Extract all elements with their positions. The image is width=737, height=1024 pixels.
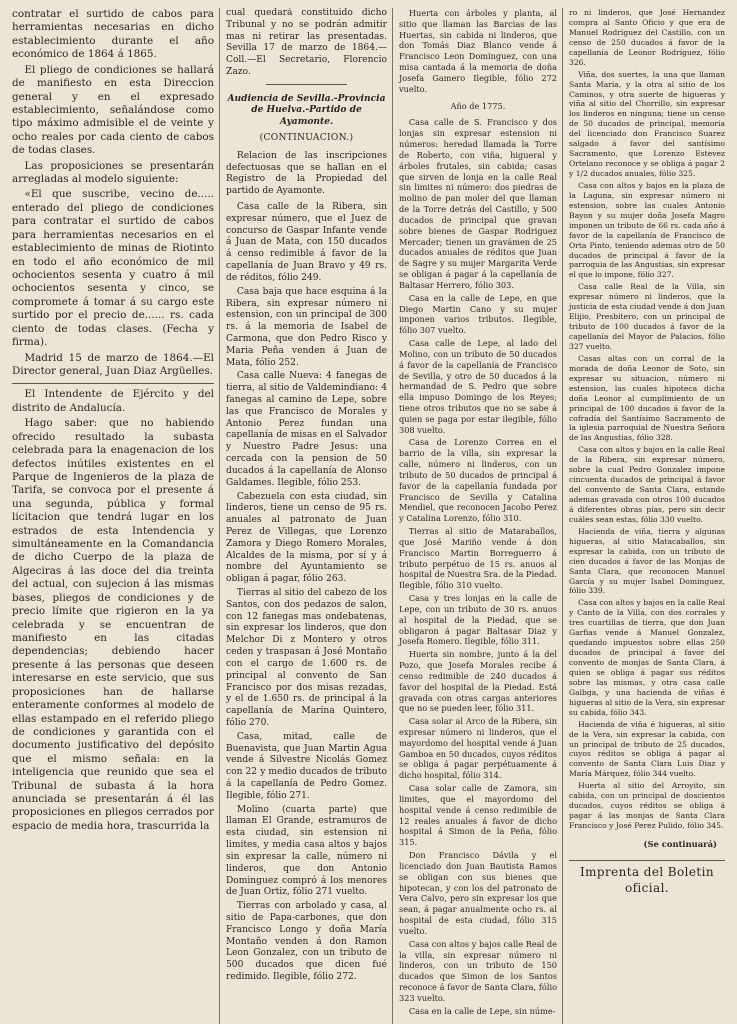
entry: Casa con altos y bajos en la calle Real de la Ribera, sin expresar número, sobre la cual Pedro Gonzalez impone cincuenta ducados de principal á favor del convento de Santa Clara, estando ademas gravada con otros 100 ducados á diferentes obras pías, pero sin decir cuáles sean estas, fólio 330 vuelto.	[569, 445, 725, 524]
col1-block-a	[12, 8, 214, 378]
section-divider	[266, 84, 347, 85]
entry: Casa de Lorenzo Correa en el barrio de la villa, sin expresar la calle, número ni linderos, con un tributo de 50 ducados de principal á favor de la capellanía fundada por Francisco de Sevilla y Catalina Mendiel, que reconocen Jacobo Perez y Catalina Lorenzo, fólio 310.	[399, 437, 557, 524]
entry: Casa, mitad, calle de Buenavista, que Juan Martin Agua vende á Silvestre Nicolás Gomez con 22 y medio ducados de tributo á la capellanía de Pedro Gomez. Ilegible, fólio 271.	[226, 731, 387, 801]
entry: Casa calle Nueva: 4 fanegas de tierra, al sitio de Valdemindiano: 4 fanegas al camino de Lepe, sobre las que Francisco de Morales y Antonio Perez fundan una capellanía de misas en el Salvador y Nuestro Padre Jesus: una cercada con la pension de 50 ducados á la capellanía de Alonso Galdames. Ilegible, fólio 253.	[226, 371, 387, 488]
column-4	[563, 8, 731, 1024]
entry: Casas altas con un corral de la morada de doña Leonor de Soto, sin expresar su situacion, número ni estension, las cuales hipoteca dicha doña Leonor al cumplimiento de un principal de 100 ducados á favor de la cofradía del Santísimo Sacramento de la iglesia parroquial de Nuestra Señora de las Angustias, fólio 328.	[569, 353, 725, 443]
imprint-divider	[569, 860, 725, 861]
entry: Casa calle de S. Francisco y dos lonjas sin expresar estension ni números: heredad llamada la Torre de Roberto, con viña, higueral y árboles frutales, sin cabida; casas que sirven de lonja en la calle Real sin limites ni número: dos piedras de molino de pan moler del que llaman de la Torre detrás del Castillo, y 500 ducados de principal que gravan sobre bienes de Gaspar Rodriguez Mercader; tienen un gravámen de 25 ducados anuales de réditos que Juan de Sagre y su mujer Margarita Verde se obligan á pagar á la capellanía de Baltasar Herrero, fólio 303.	[399, 117, 557, 290]
paragraph: cual quedará constituido dicho Tribunal y no se podrán admitir mas ni retirar las presentadas. Sevilla 17 de marzo de 1864.—Coll.—El Secretario, Florencio Zazo.	[226, 8, 387, 78]
entry: Tierras con arbolado y casa, al sitio de Papa-carbones, que don Francisco Longo y doña María Montaño venden á don Ramon Leon Gonzalez, con un tributo de 500 ducados que dicen fué redimido. Ilegible, fólio 272.	[226, 901, 387, 983]
entry: Molino (cuarta parte) que llaman El Grande, estramuros de esta ciudad, sin estension ni limites, y media casa altos y bajos sin expresar la calle, número ni linderos, que don Antonio Dominguez compró á los menores de Juan Ortiz, fólio 271 vuelto.	[226, 804, 387, 898]
entry: Casa baja que hace esquina á la Ribera, sin expresar número ni estension, con un principal de 300 rs. á la memoria de Isabel de Carmona, que don Pedro Risco y Maria Peña venden á Juan de Mata, fólio 252.	[226, 286, 387, 368]
entry: Tierras al sitio de Mataraballos, que José Mariño vende á don Francisco Martin Borreguerro á tributo perpétuo de 15 rs. anuos al hospital de Nuestra Sra. de la Piedad. Ilegible, fólio 310 vuelto.	[399, 526, 557, 591]
entry: Casa y tres lonjas en la calle de Lepe, con un tributo de 30 rs. anuos al hospital de la Piedad, que se obligaron á pagar Baltasar Diaz y Josefa Romero. Ilegible, fólio 311.	[399, 593, 557, 647]
paragraph: Hago saber: que no habiendo ofrecido resultado la subasta celebrada para la enagenacion de los defectos inútiles existentes en el Parque de Ingenieros de la plaza de Tarifa, se convoca por el presente á una segunda, pública y formal licitacion que tendrá lugar en los estrados de esta Intendencia y simultáneamente en la Comandancia de dicho Cuerpo de la plaza de Algeciras á las doce del dia treinta del actual, con sujecion á las mismas bases, pliegos de condiciones y de precio límite que rigieron en la ya celebrada y se encuentran de manifiesto en las citadas dependencias; debiendo hacer presente á las personas que deseen interesarse en este servicio, que sus proposiciones han de hallarse enteramente conformes al modelo de ellas estampado en el referido pliego de condiciones y garantida con el documento justificativo del depósito que el mismo señala: en la inteligencia que reunido que sea el Tribunal de subasta á la hora anunciada se presentarán á él las proposiciones en pliegos cerrados por espacio de media hora, trascurrida la	[12, 417, 214, 832]
section-divider	[12, 383, 214, 384]
continuation-label: (CONTINUACION.)	[259, 132, 354, 143]
entry: Hacienda de viña é higueras, al sitio de la Vera, sin expresar la cabida, con un principal de tributo de 25 ducados, cuyos réditos se obliga á pagar al convento de Santa Clara Luis Diaz y María Márquez, fólio 344 vuelto.	[569, 719, 725, 779]
entry: Cabezuela con esta ciudad, sin linderos, tiene un censo de 95 rs. anuales al patronato de Juan Perez de Villegas, que Lorenzo Zamora y Diego Romero Morales, Alcaldes de la misma, por sí y á nombre del Ayuntamiento se obligan á pagar, fólio 263.	[226, 491, 387, 585]
entry: Huerta al sitio del Arroyito, sin cabida, con un principal de doscientos ducados, cuyos réditos se obliga á pagar á las monjas de Santa Clara Francisco y José Perez Pulido, fólio 345.	[569, 781, 725, 830]
entry: Hacienda de viña, tierra y algunas higueras, al sitio Matacaballos, sin expresar la cabida, con un tributo de cien ducados á favor de las Monjas de Santa Clara, que reconocen Manuel García y su mujer Isabel Dominguez, fólio 339.	[569, 526, 725, 596]
column-2	[220, 8, 393, 1024]
paragraph: Las proposiciones se presentarán arregladas al modelo siguiente:	[12, 159, 214, 186]
entry: Casa calle Real de la Villa, sin expresar número ni linderos, que la justicia de esta ciudad vende á don Juan Elijio, Presbítero, con un principal de tributo de 100 ducados á favor de la capellanía del Mayor de Palacios, fólio 327 vuelto.	[569, 282, 725, 351]
continuation-note: (Se continuará)	[643, 838, 717, 849]
entry: Casa con altos y bajos calle Real de la villa, sin expresar número ni linderos, con un tributo de 150 ducados que Simon de los Santos reconoce á favor de Santa Clara, fólio 323 vuelto.	[399, 938, 557, 1003]
relacion-heading: Relacion de las inscripciones defectuosas que se hallan en el Registro de la Propiedad del partido de Ayamonte.	[226, 150, 387, 197]
signature-paragraph: Madrid 15 de marzo de 1864.—El Director general, Juan Diaz Argüelles.	[12, 351, 214, 377]
paragraph: El Intendente de Ejército y del distrito de Andalucía.	[12, 388, 214, 414]
col2-entries	[226, 202, 387, 984]
entry: Casa con altos y bajos en la plaza de la Laguna, sin expresar número ni estension, sobre las cuales Antonio Bayon y su mujer doña Josefa Magro imponen un tributo de 66 rs. cada año á favor de la capellanía de Francisco de Orta Pinto, teniendo ademas otro de 50 ducados de principal á favor de la parroquia de las Angustias, sin expresar el que lo impone, fólio 327.	[569, 180, 725, 280]
entry: Casa calle de la Ribera, sin expresar número, que el Juez de concurso de Gaspar Infante vende á Juan de Mata, con 150 ducados á censo redimible á favor de la capellanía de Juan Bravo y 49 rs. de réditos, fólio 249.	[226, 202, 387, 283]
year-heading: Año de 1775.	[450, 100, 506, 111]
column-3	[393, 8, 563, 1024]
column-1	[6, 8, 220, 1024]
entry: Casa en la calle de Lepe, en que Diego Martin Cano y su mujer imponen varios tributos. Ilegible, fólio 307 vuelto.	[399, 292, 557, 336]
col1-block-b	[12, 388, 214, 833]
entry: Tierras al sitio del cabezo de los Santos, con dos pedazos de salon, con 12 fanegas mas ondebatenas, sin expresar los linderos, que don Melchor Di z Montero y otros ceden y traspasan á José Montaño con el cargo de 1.600 rs. de principal al convento de San Francisco por dos misas rezadas, y el de 1.650 rs. de principal á la capellanía de Marina Quintero, fólio 270.	[226, 588, 387, 728]
section-title: Audiencia de Sevilla.-Provincia de Huelva.-Partido de Ayamonte.	[227, 92, 386, 127]
entry: Casa solar calle de Zamora, sin limites, que el mayordomo del hospital vende á censo redimible de 12 reales anuales á favor de dicho hospital á Simon de la Peña, fólio 315.	[399, 783, 557, 848]
entry: Huerta sin nombre, junto á la del Pozo, que Josefa Morales recibe á censo redimible de 240 ducados á favor del hospital de la Piedad. Está gravada con otras cargas anteriores que no se pueden leer, fólio 311.	[399, 649, 557, 714]
entry: Casa en la calle de Lepe, sin núme-	[408, 1005, 556, 1016]
entry: Casa solar al Arco de la Ribera, sin expresar número ni linderos, que el mayordomo del hospital vende á Juan Gamboa en 50 ducados, cuyos réditos se obliga á pagar perpétuamente á dicho hospital, fólio 314.	[399, 716, 557, 781]
col4-entries	[569, 8, 725, 831]
entry: Casa calle de Lepe, al lado del Molino, con un tributo de 50 ducados á favor de la capellanía de Francisco de Sevilla, y otro de 50 ducados á la hermandad de S. Pedro que sobre ella impuso Domingo de los Reyes; tiene otros tributos que no se sabe á quien se paga por estar ilegible, fólio 308 vuelto.	[399, 338, 557, 435]
entry: Casa con altos y bajos en la calle Real y Canto de la Villa, con dos corrales y tres cuartillas de tierra, que don Juan Garfias vende á Manuel Gonzalez, quedando impuestos sobre ellas 250 ducados de principal á favor del convento de monjas de Santa Clara, á quien se obliga á pagar sus réditos sobre las mismas, y otra casa calle Galbga, y una hacienda de viñas é higueras al sitio de la Vera, sin expresar su cabida, fólio 343.	[569, 598, 725, 717]
entry: ro ni linderos, que José Hernandez compra al Santo Oficio y que era de Manuel Rodriguez del Castillo, con un censo de 250 ducados á favor de la capellanía de Leonor Rodriguez, fólio 326.	[569, 8, 725, 67]
printer-imprint: Imprenta del Boletin oficial.	[580, 864, 714, 895]
entry: Don Francisco Dávila y el licenciado don Juan Bautista Ramos se obligan con sus bienes que hipotecan, y con los del patronato de Vera Calvo, pero sin expresar los que sean, á pagar anualmente ocho rs. al hospital de esta ciudad, fólio 315 vuelto.	[399, 850, 557, 936]
paragraph: contratar el surtido de cabos para herramientas necesarias en dicho establecimiento durante el año económico de 1864 á 1865.	[12, 8, 214, 61]
paragraph: «El que suscribe, vecino de..... enterado del pliego de condiciones para contratar el surtido de cabos para herramientas necesarios en el establecimiento de minas de Riotinto en todo el año económico de mil ochocientos sesenta y cuatro á mil ochocientos sesenta y cinco, se compromete á tomar á su cargo este surtido por el precio de...... rs. cada ciento de todas clases. (Fecha y firma).	[12, 188, 214, 349]
entry: Viña, dos suertes, la una que llaman Santa María, y la otra al sitio de los Caminos, y otra suerte de higueras y viña al sitio del Chorrillo, sin expresar los linderos en ninguna; tiene un censo de 50 ducados de principal, memoria del licenciado don Francisco Suarez salgado á favor del santísimo Sacramento, que Lorenzo Estevez Ortelano reconoce y se obliga á pagar 2 y 1/2 ducados anuales, fólio 325.	[569, 69, 725, 178]
entry: Huerta con árboles y planta, al sitio que llaman las Barcias de las Huertas, sin cabida ni linderos, que don Tomás Diaz Blanco vende á Francisco Leon Dominguez, con una misa cantada á la memoria de doña Josefa Gamero Ilegible, fólio 272 vuelto.	[399, 8, 557, 94]
paragraph: El pliego de condiciones se hallará de manifiesto en esta Direccion general y en el expresado establecimiento, señalándose como tipo máximo admisible el de veinte y ocho reales por cada ciento de cabos de todas clases.	[12, 63, 214, 157]
col3-entries	[399, 117, 557, 1016]
